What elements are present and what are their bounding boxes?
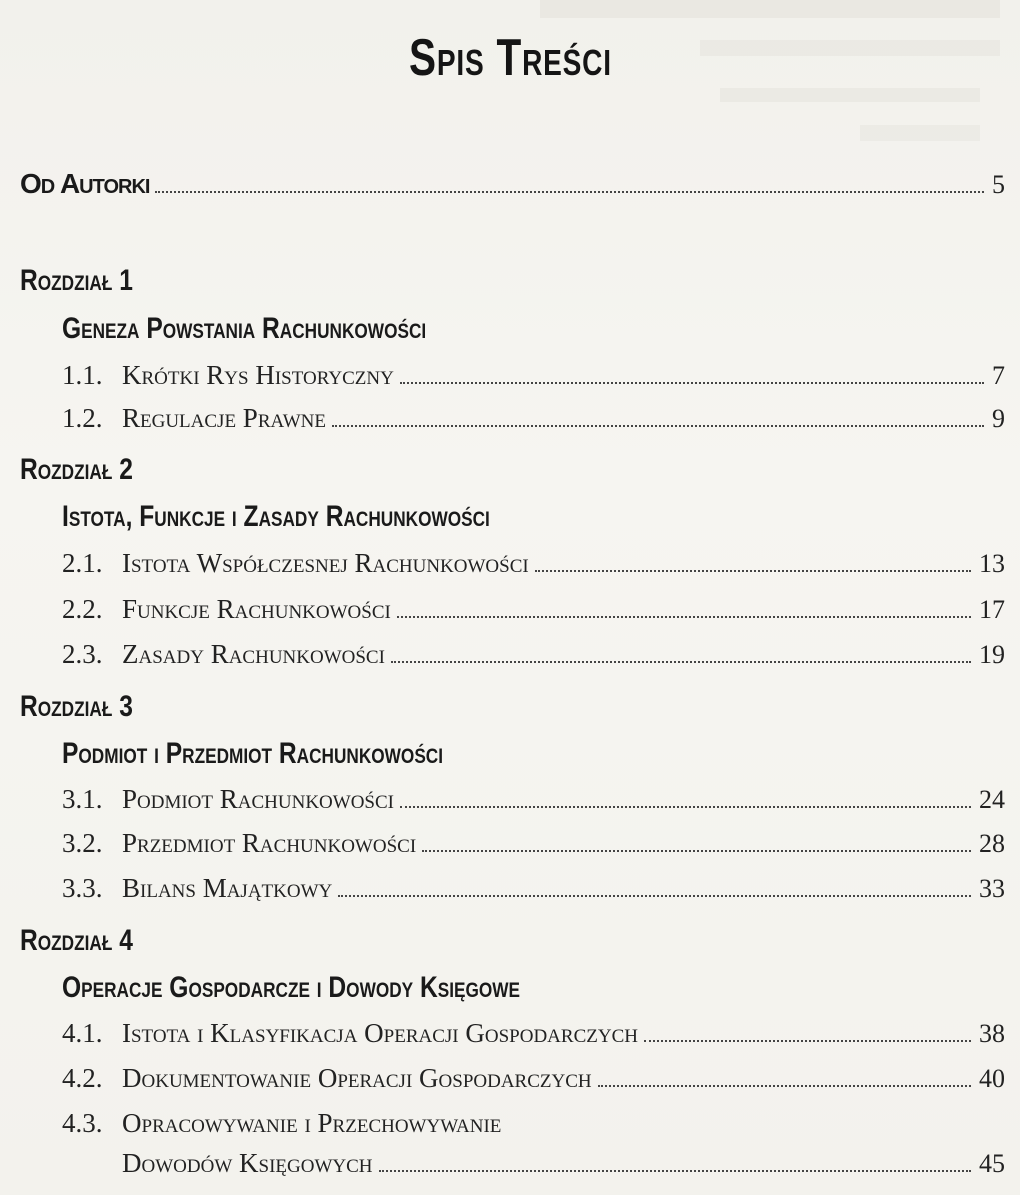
toc-entry — [62, 1063, 1005, 1094]
page-title: Spis Treści — [409, 29, 612, 87]
page-number: 40 — [979, 1064, 1005, 1093]
bleed-through-smudge — [540, 0, 1000, 18]
section-title: Podmiot Rachunkowości — [122, 784, 394, 814]
section-number: 4.3. — [62, 1108, 103, 1138]
chapter-title: Istota, Funkcje i Zasady Rachunkowości — [62, 500, 490, 533]
dot-leader — [397, 615, 971, 618]
toc-entry — [62, 360, 1005, 391]
section-title: Opracowywanie i Przechowywanie — [122, 1108, 502, 1138]
toc-entry — [62, 594, 1005, 625]
section-title: Zasady Rachunkowości — [122, 639, 385, 669]
page-number: 5 — [992, 170, 1005, 199]
dot-leader — [400, 381, 984, 384]
section-title: Krótki Rys Historyczny — [122, 360, 394, 390]
section-number: 2.2. — [62, 594, 103, 624]
chapter-title: Podmiot i Przedmiot Rachunkowości — [62, 737, 444, 770]
page-number: 19 — [979, 640, 1005, 669]
toc-entry — [62, 828, 1005, 859]
section-title: Istota Współczesnej Rachunkowości — [122, 548, 529, 578]
chapter-heading: Rozdział 2 — [20, 453, 133, 486]
section-title: Funkcje Rachunkowości — [122, 594, 391, 624]
section-title: Przedmiot Rachunkowości — [122, 828, 417, 858]
page-number: 28 — [979, 829, 1005, 858]
toc-entry — [62, 639, 1005, 670]
section-title: Bilans Majątkowy — [122, 873, 333, 903]
toc-entry — [62, 1108, 1005, 1139]
section-number: 3.3. — [62, 873, 103, 903]
page-number: 33 — [979, 874, 1005, 903]
page-number: 17 — [979, 595, 1005, 624]
section-number: 2.3. — [62, 639, 103, 669]
toc-entry — [62, 873, 1005, 904]
dot-leader — [379, 1169, 972, 1172]
section-title: Regulacje Prawne — [122, 403, 326, 433]
chapter-heading: Rozdział 1 — [20, 264, 133, 297]
page-number: 7 — [992, 361, 1005, 390]
chapter-title: Geneza Powstania Rachunkowości — [62, 312, 427, 345]
toc-entry — [62, 1018, 1005, 1049]
section-number: 1.1. — [62, 360, 103, 390]
toc-entry — [62, 403, 1005, 434]
section-number: 4.2. — [62, 1063, 103, 1093]
section-number: 4.1. — [62, 1018, 103, 1048]
dot-leader — [332, 424, 984, 427]
chapter-heading: Rozdział 3 — [20, 690, 133, 723]
toc-entry — [62, 548, 1005, 579]
toc-entry-preface — [20, 168, 1005, 200]
chapter-title: Operacje Gospodarcze i Dowody Księgowe — [62, 971, 521, 1004]
dot-leader — [400, 805, 971, 808]
preface-label: Od Autorki — [20, 168, 150, 199]
section-number: 3.1. — [62, 784, 103, 814]
bleed-through-smudge — [720, 88, 980, 102]
section-number: 2.1. — [62, 548, 103, 578]
page-number: 13 — [979, 549, 1005, 578]
dot-leader — [338, 894, 971, 897]
toc-entry-continuation — [122, 1148, 1005, 1179]
page-number: 45 — [979, 1149, 1005, 1178]
page-number: 38 — [979, 1019, 1005, 1048]
section-number: 1.2. — [62, 403, 103, 433]
page-number: 24 — [979, 785, 1005, 814]
section-title-continued: Dowodów Księgowych — [122, 1148, 373, 1178]
page-number: 9 — [992, 404, 1005, 433]
toc-entry — [62, 784, 1005, 815]
section-title: Istota i Klasyfikacja Operacji Gospodarczych — [122, 1018, 638, 1048]
dot-leader — [644, 1039, 971, 1042]
dot-leader — [422, 849, 971, 852]
bleed-through-smudge — [860, 125, 980, 141]
dot-leader — [155, 190, 984, 193]
section-number: 3.2. — [62, 828, 103, 858]
chapter-heading: Rozdział 4 — [20, 924, 133, 957]
section-title: Dokumentowanie Operacji Gospodarczych — [122, 1063, 592, 1093]
dot-leader — [391, 660, 971, 663]
dot-leader — [535, 569, 971, 572]
dot-leader — [598, 1084, 971, 1087]
